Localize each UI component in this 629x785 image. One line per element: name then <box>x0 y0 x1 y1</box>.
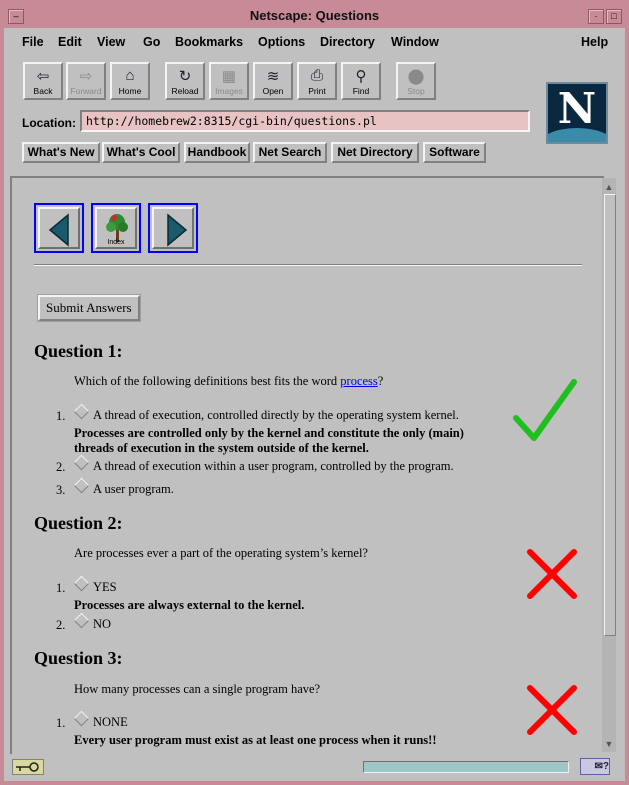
window-title: Netscape: Questions <box>4 4 625 28</box>
maximize-button[interactable]: □ <box>606 9 622 24</box>
net-search-button[interactable]: Net Search <box>253 142 327 163</box>
menu-help[interactable]: Help <box>581 35 609 49</box>
right-arrow-icon <box>154 209 196 251</box>
status-bar <box>8 756 617 778</box>
divider <box>34 264 582 266</box>
page-content <box>10 176 604 754</box>
menu-edit[interactable]: Edit <box>58 35 82 49</box>
q2-option-1[interactable]: YES <box>76 580 117 595</box>
whats-new-button[interactable]: What's New <box>22 142 100 163</box>
menu-go[interactable]: Go <box>143 35 161 49</box>
stop-icon: ⬤ <box>407 68 425 85</box>
security-key-icon[interactable] <box>12 759 44 775</box>
menu-view[interactable]: View <box>97 35 126 49</box>
menu-file[interactable]: File <box>22 35 44 49</box>
option-number: 3. <box>56 483 66 497</box>
back-arrow-icon: ⇦ <box>36 68 50 85</box>
open-icon: ≋ <box>266 68 280 85</box>
radio-button[interactable] <box>74 576 90 592</box>
process-link[interactable]: process <box>340 374 378 388</box>
question-2-heading: Question 2: <box>34 513 123 533</box>
location-label: Location: <box>22 116 76 130</box>
question-1-heading: Question 1: <box>34 341 123 361</box>
index-button[interactable] <box>91 203 141 253</box>
images-icon: ▦ <box>221 68 237 85</box>
question-2-prompt: Are processes ever a part of the operating system’s kernel? <box>74 546 368 560</box>
q2-option-2[interactable]: NO <box>76 617 111 632</box>
q3-feedback: Every user program must exist as at least one process when it runs!! <box>74 733 437 747</box>
previous-page-button[interactable] <box>34 203 84 253</box>
images-button[interactable]: ▦ Images <box>209 62 249 100</box>
menu-window[interactable]: Window <box>391 35 439 49</box>
scroll-up-icon[interactable]: ▲ <box>604 182 614 192</box>
progress-bar <box>363 761 569 773</box>
menu-bar <box>6 28 615 54</box>
left-arrow-icon <box>40 209 82 251</box>
radio-button[interactable] <box>74 404 90 420</box>
q2-feedback: Processes are always external to the kernel. <box>74 598 305 612</box>
whats-cool-button[interactable]: What's Cool <box>102 142 180 163</box>
question-3-prompt: How many processes can a single program have? <box>74 682 321 696</box>
print-button[interactable]: ⎙ Print <box>297 62 337 100</box>
netscape-n-icon: N <box>557 84 597 133</box>
incorrect-x-icon <box>526 684 578 736</box>
menu-directory[interactable]: Directory <box>320 35 375 49</box>
menu-bookmarks[interactable]: Bookmarks <box>175 35 244 49</box>
menu-options[interactable]: Options <box>258 35 306 49</box>
minimize-button[interactable]: · <box>588 9 604 24</box>
incorrect-x-icon <box>526 548 578 600</box>
option-number: 1. <box>56 716 66 730</box>
q1-option-3[interactable]: A user program. <box>76 482 174 497</box>
radio-button[interactable] <box>74 478 90 494</box>
option-number: 2. <box>56 460 66 474</box>
radio-button[interactable] <box>74 711 90 727</box>
find-icon: ⚲ <box>355 68 367 85</box>
forward-arrow-icon: ⇨ <box>79 68 93 85</box>
radio-button[interactable] <box>74 455 90 471</box>
q1-feedback: Processes are controlled only by the kernel and constitute the only (main) threads of execution in the system outside of the kernel. <box>74 426 464 455</box>
reload-icon: ↻ <box>178 68 192 85</box>
radio-button[interactable] <box>74 613 90 629</box>
scrollbar-thumb[interactable] <box>604 194 616 636</box>
netscape-logo[interactable] <box>546 82 608 144</box>
forward-button[interactable]: ⇨ Forward <box>66 62 106 100</box>
submit-answers-button[interactable]: Submit Answers <box>38 295 140 321</box>
scroll-down-icon[interactable]: ▼ <box>604 739 614 749</box>
stop-button[interactable]: ⬤ Stop <box>396 62 436 100</box>
correct-checkmark-icon <box>510 376 580 446</box>
home-icon: ⌂ <box>125 67 135 84</box>
home-button[interactable]: ⌂ Home <box>110 62 150 100</box>
net-directory-button[interactable]: Net Directory <box>331 142 419 163</box>
print-icon: ⎙ <box>310 67 323 84</box>
q1-option-1[interactable]: A thread of execution, controlled directly by the operating system kernel. <box>76 408 459 423</box>
handbook-button[interactable]: Handbook <box>184 142 250 163</box>
option-number: 1. <box>56 581 66 595</box>
open-button[interactable]: ≋ Open <box>253 62 293 100</box>
next-page-button[interactable] <box>148 203 198 253</box>
find-button[interactable]: ⚲ Find <box>341 62 381 100</box>
window-menu-button[interactable]: – <box>8 9 24 24</box>
q3-option-1[interactable]: NONE <box>76 715 128 730</box>
index-label: Index <box>107 239 125 246</box>
location-input[interactable]: http://homebrew2:8315/cgi-bin/questions.pl <box>80 110 530 132</box>
question-3-heading: Question 3: <box>34 648 123 668</box>
option-number: 2. <box>56 618 66 632</box>
q1-option-2[interactable]: A thread of execution within a user program, controlled by the program. <box>76 459 454 474</box>
question-1-prompt: Which of the following definitions best fits the word process? <box>74 374 384 388</box>
back-button[interactable]: ⇦ Back <box>23 62 63 100</box>
software-button[interactable]: Software <box>423 142 486 163</box>
reload-button[interactable]: ↻ Reload <box>165 62 205 100</box>
mail-icon[interactable]: ✉? <box>580 758 610 775</box>
option-number: 1. <box>56 409 66 423</box>
